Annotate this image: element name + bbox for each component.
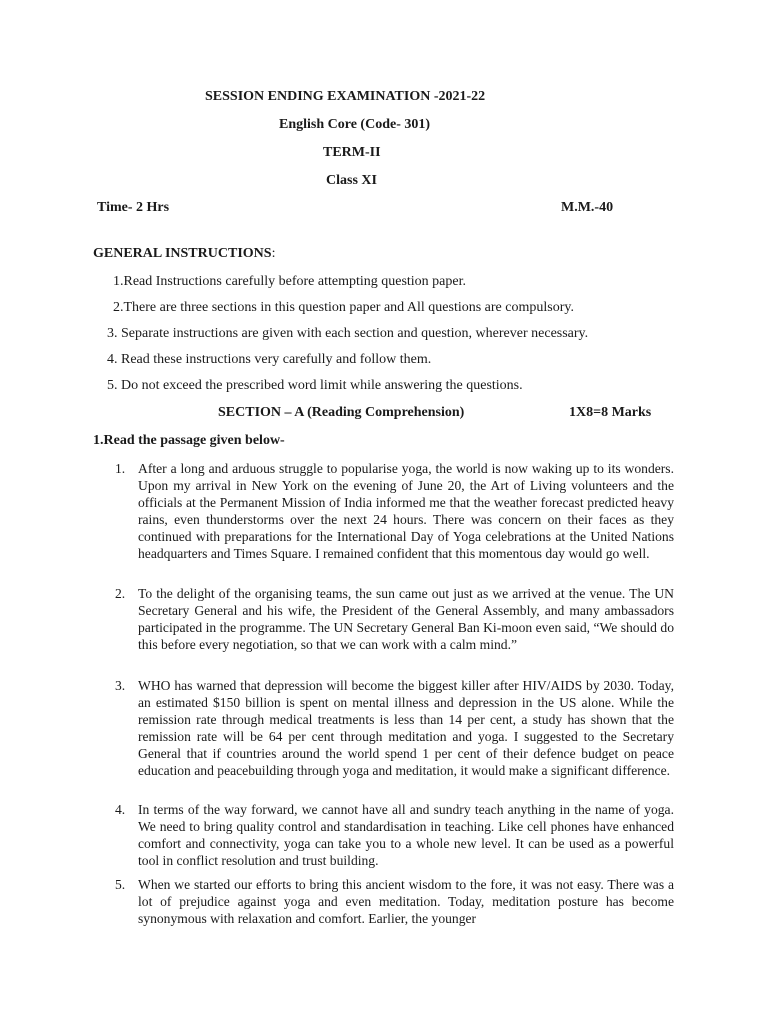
max-marks-label: M.M.-40 [561, 200, 614, 215]
instruction-item: 3. Separate instructions are given with each section and question, wherever necessary. [107, 326, 589, 341]
paragraph-number: 3. [115, 678, 126, 693]
instruction-item: 1.Read Instructions carefully before attempting question paper. [113, 274, 467, 289]
passage-paragraph: In terms of the way forward, we cannot have all and sundry teach anything in the name of yoga. We need to bring quality control and standardisation in teaching. Like cell phones have enhanced comfort and connectivity, yoga can take you to a whole new level. It can be used as a powerful tool in conflict resolution and trust building. [138, 802, 674, 868]
instruction-item: 2.There are three sections in this question paper and All questions are compulsory. [113, 300, 574, 315]
instruction-item: 4. Read these instructions very carefully and follow them. [107, 352, 432, 367]
passage-paragraph: After a long and arduous struggle to popularise yoga, the world is now waking up to its wonders. Upon my arrival in New York on the evening of June 20, the Art of Living volunteers and the officials at the Permanent Mission of India informed me that the weather forecast predicted heavy rains, even thunderstorms over the next 24 hours. There was concern on their faces as they continued with preparations for the International Day of Yoga celebrations at the United Nations headquarters and Times Square. I remained confident that this momentous day would go well. [138, 461, 674, 561]
section-a-marks: 1X8=8 Marks [569, 405, 652, 420]
instructions-heading-text: GENERAL INSTRUCTIONS [93, 246, 272, 261]
paragraph-number: 2. [115, 586, 126, 601]
passage-paragraph: WHO has warned that depression will become the biggest killer after HIV/AIDS by 2030. Today, an estimated $150 billion is spent on mental illness and depression in the US alone. While the remission rate through medical treatments is less than 14 per cent, a study has shown that the remission rate will be 64 per cent through meditation and yoga. I suggested to the Secretary General that if countries around the world spend 1 per cent of their defence budget on peace education and peacebuilding through yoga and meditation, it would make a significant difference. [138, 678, 674, 778]
instruction-item: 5. Do not exceed the prescribed word limit while answering the questions. [107, 378, 523, 393]
question-1-prompt: 1.Read the passage given below- [93, 433, 285, 448]
instructions-heading-colon: : [271, 246, 276, 261]
passage-paragraph: When we started our efforts to bring this ancient wisdom to the fore, it was not easy. There was a lot of prejudice against yoga and even meditation. Today, meditation posture has become synonymous with relaxation and comfort. Earlier, the younger [138, 877, 674, 926]
subject-title: English Core (Code- 301) [279, 117, 431, 132]
time-label: Time- 2 Hrs [97, 200, 170, 215]
passage-paragraph: To the delight of the organising teams, the sun came out just as we arrived at the venue. The UN Secretary General and his wife, the President of the General Assembly, and many ambassadors participated in the programme. The UN Secretary General Ban Ki-moon even said, “We should do this before every negotiation, so that we can work with a calm mind.” [138, 586, 674, 652]
section-a-title: SECTION – A (Reading Comprehension) [218, 405, 465, 420]
paragraph-number: 4. [115, 802, 126, 817]
exam-title: SESSION ENDING EXAMINATION -2021-22 [205, 89, 486, 104]
paragraph-number: 5. [115, 877, 126, 892]
paragraph-number: 1. [115, 461, 126, 476]
term-label: TERM-II [323, 145, 381, 160]
instructions-heading [93, 246, 275, 262]
class-label: Class XI [326, 173, 377, 188]
